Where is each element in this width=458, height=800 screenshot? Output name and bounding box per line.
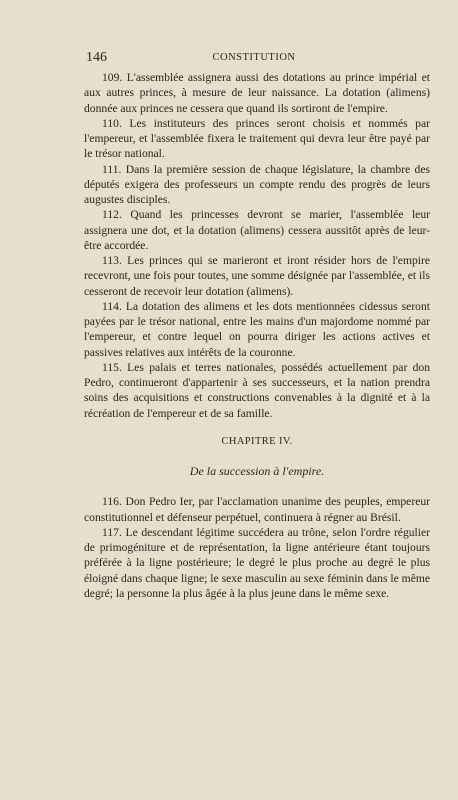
chapter-subtitle: De la succession à l'empire. xyxy=(189,464,325,478)
chapter-heading: CHAPITRE IV. xyxy=(221,435,293,447)
article-110: 110. Les instituteurs des princes seront choisis et nommés par l'empereur, et l'assemblée fixera le traitement qui devra leur être payé par le trésor national. xyxy=(84,116,430,161)
article-117: 117. Le descendant légitime succédera au trône, selon l'ordre régulier de primogéniture et de représentation, la ligne antérieure étant toujours préférée à la ligne postérieure; le degré le plus proche au degré le plus éloigné dans chaque ligne; le sexe masculin au sexe féminin dans le même degré; la personne la plus âgée à la plus jeune dans le même sexe. xyxy=(84,525,430,600)
article-109: 109. L'assemblée assignera aussi des dotations au prince impérial et aux autres princes, à mesure de leur naissance. La dotation (alimens) donnée aux princes ne cessera que quand ils sortiront de l'empire. xyxy=(84,71,430,115)
article-111: 111. Dans la première session de chaque législature, la chambre des députés exigera des professeurs un compte rendu des progrès de leurs augustes disciples. xyxy=(84,162,430,206)
article-113: 113. Les princes qui se marieront et iront résider hors de l'empire recevront, une fois pour toutes, une somme désignée par l'assemblée, et ils cesseront de recevoir leur dotation (alimens). xyxy=(84,254,430,298)
article-114: 114. La dotation des alimens et les dots mentionnées cidessus seront payées par le trésor national, entre les mains d'un majordome nommé par l'empereur, et contre lequel on pourra diriger les actions actives et passives relatives aux intérêts de la couronne. xyxy=(84,299,430,359)
article-116: 116. Don Pedro Ier, par l'acclamation unanime des peuples, empereur constitutionnel et défenseur perpétuel, continuera à régner au Brésil. xyxy=(84,495,430,524)
body-text xyxy=(84,70,430,601)
running-title: CONSTITUTION xyxy=(212,52,296,63)
page-header xyxy=(86,50,422,66)
page-number: 146 xyxy=(86,50,107,65)
article-112: 112. Quand les princesses devront se marier, l'assemblée leur assignera une dot, et la dotation (alimens) cessera aussitôt après de leur-être accordée. xyxy=(84,208,430,252)
article-115: 115. Les palais et terres nationales, possédés actuellement par don Pedro, continueront d'appartenir à ses successeurs, et la nation prendra soins des acquisitions et constructions convenables à la dignité et à la récréation de l'empereur et de sa famille. xyxy=(84,360,430,420)
